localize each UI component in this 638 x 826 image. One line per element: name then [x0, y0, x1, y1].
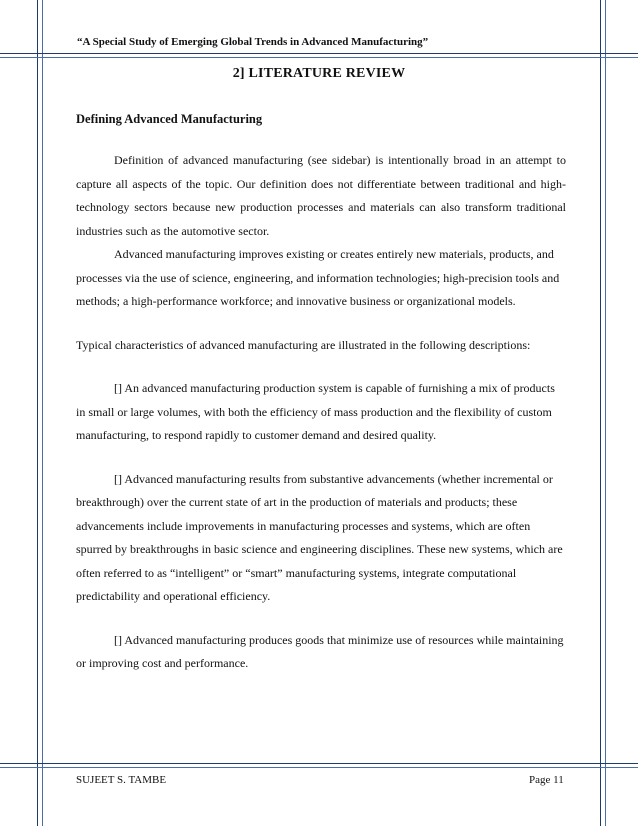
bullet-item	[76, 468, 566, 609]
page-border-bottom-outer	[0, 767, 638, 768]
paragraph-definition: Definition of advanced manufacturing (see sidebar) is intentionally broad in an attempt to capture all aspects of the topic. Our definition does not differentiate between traditional and high-technology sectors because new production processes and materials can also transform traditional industries such as the automotive sector.	[76, 153, 566, 238]
bullet-text: Advanced manufacturing produces goods that minimize use of resources while maintaining or improving cost and performance.	[76, 632, 564, 670]
page-border-left-outer	[37, 0, 38, 826]
footer-author: SUJEET S. TAMBE	[76, 774, 167, 786]
bullet-glyph: []	[114, 381, 122, 395]
footer-page-number: Page 11	[529, 774, 564, 786]
section-title: 2] LITERATURE REVIEW	[232, 66, 406, 81]
subheading: Defining Advanced Manufacturing	[76, 112, 263, 126]
bullet-item	[76, 377, 566, 448]
bullet-text: An advanced manufacturing production system is capable of furnishing a mix of products in small or large volumes, with both the efficiency of mass production and the flexibility of custom manufacturing, to respond rapidly to customer demand and desired quality.	[76, 381, 555, 442]
page-border-right-inner	[600, 0, 601, 826]
page-border-top-inner	[0, 57, 638, 58]
paragraph-characteristics-intro: Typical characteristics of advanced manufacturing are illustrated in the following descriptions:	[76, 337, 531, 352]
bullet-text: Advanced manufacturing results from substantive advancements (whether incremental or breakthrough) over the current state of art in the production of materials and products; these advancements include improvements in manufacturing processes and systems, which are often spurred by breakthroughs in basic science and engineering disciplines. These new systems, which are often referred to as “intelligent” or “smart” manufacturing systems, integrate computational predictability and operational efficiency.	[76, 471, 563, 603]
page-border-bottom-inner	[0, 763, 638, 764]
bullet-item	[76, 629, 566, 676]
running-header: “A Special Study of Emerging Global Trends in Advanced Manufacturing”	[77, 36, 429, 48]
page-border-right-outer	[605, 0, 606, 826]
bullet-glyph: []	[114, 471, 122, 486]
page-border-left-inner	[42, 0, 43, 826]
paragraph-improvements: Advanced manufacturing improves existing or creates entirely new materials, products, and processes via the use of science, engineering, and information technologies; high-precision tools and methods; a high-performance workforce; and innovative business or organizational models.	[76, 247, 560, 308]
bullet-glyph: []	[114, 632, 122, 647]
page-border-top-outer	[0, 53, 638, 54]
body-text	[76, 149, 566, 676]
